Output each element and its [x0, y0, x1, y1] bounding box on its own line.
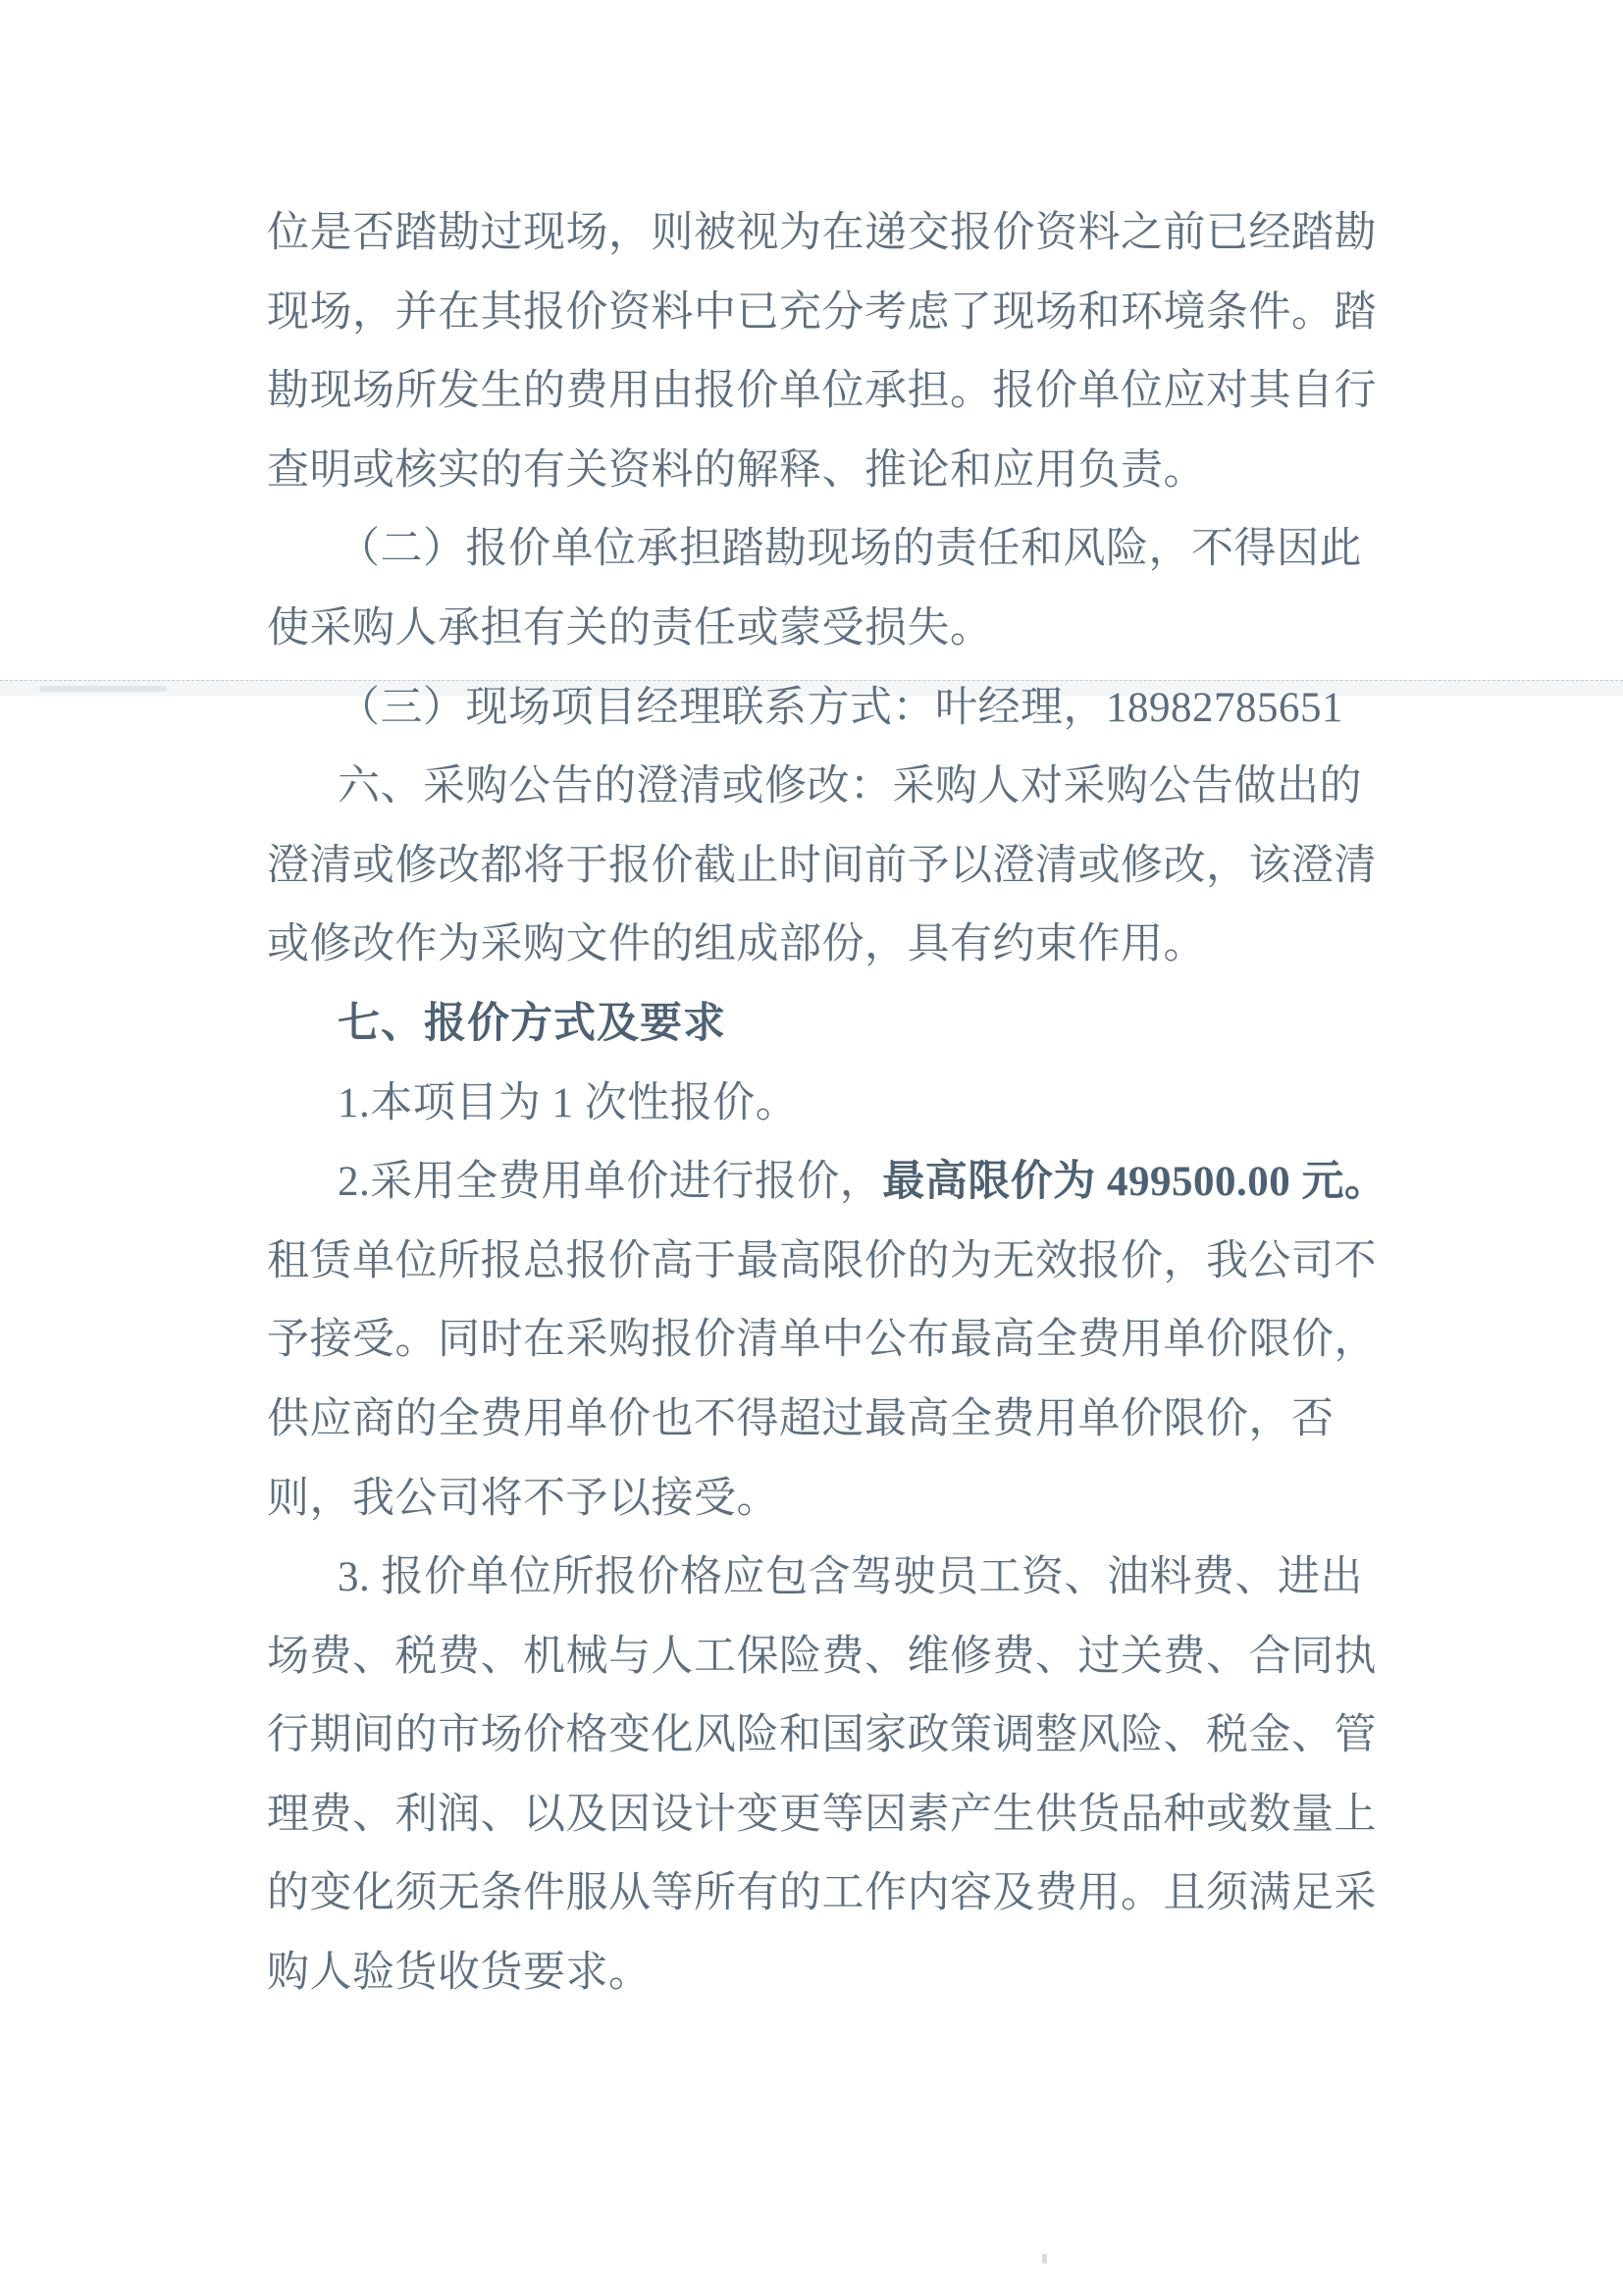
document-line [267, 352, 1425, 432]
document-line [267, 669, 1425, 749]
document-line [267, 1301, 1425, 1381]
text-run: （二）报价单位承担踏勘现场的责任和风险，不得因此 [338, 526, 1362, 573]
document-line [267, 510, 1425, 590]
document-line [267, 432, 1425, 511]
section-heading-line [267, 985, 1425, 1065]
text-run: 则，我公司将不予以接受。 [267, 1475, 779, 1522]
document-line [267, 590, 1425, 669]
text-run: 购人验货收货要求。 [267, 1950, 652, 1997]
text-run: 使采购人承担有关的责任或蒙受损失。 [267, 604, 993, 652]
document-line [267, 1539, 1425, 1618]
scan-artifact-speck [1042, 2254, 1047, 2264]
text-run: 六、采购公告的澄清或修改：采购人对采购公告做出的 [338, 763, 1362, 810]
text-run: （三）现场项目经理联系方式：叶经理，18982785651 [338, 684, 1343, 731]
text-run: 2.采用全费用单价进行报价， [338, 1159, 883, 1206]
document-line [267, 1223, 1425, 1302]
text-run: 勘现场所发生的费用由报价单位承担。报价单位应对其自行 [267, 368, 1377, 415]
document-line [267, 1065, 1425, 1144]
document-line [267, 906, 1425, 985]
document-line [267, 1854, 1425, 1934]
emphasized-text-run: 最高限价为 499500.00 元。 [882, 1159, 1387, 1206]
text-run: 位是否踏勘过现场，则被视为在递交报价资料之前已经踏勘 [267, 210, 1377, 256]
document-line [267, 194, 1425, 274]
document-line [267, 827, 1425, 907]
text-run: 查明或核实的有关资料的解释、推论和应用负责。 [267, 446, 1206, 494]
document-line [267, 1618, 1425, 1697]
text-run: 的变化须无条件服从等所有的工作内容及费用。且须满足采 [267, 1870, 1377, 1917]
text-run: 现场，并在其报价资料中已充分考虑了现场和环境条件。踏 [267, 288, 1377, 336]
text-run: 行期间的市场价格变化风险和国家政策调整风险、税金、管 [267, 1712, 1377, 1759]
document-line [267, 748, 1425, 827]
scan-artifact-smudge [39, 686, 167, 692]
document-line [267, 1460, 1425, 1539]
document-line [267, 274, 1425, 353]
document-line [267, 1696, 1425, 1776]
text-run: 澄清或修改都将于报价截止时间前予以澄清或修改，该澄清 [267, 842, 1377, 889]
text-run: 或修改作为采购文件的组成部份，具有约束作用。 [267, 921, 1206, 968]
text-run: 租赁单位所报总报价高于最高限价的为无效报价，我公司不 [267, 1237, 1377, 1284]
text-run: 1.本项目为 1 次性报价。 [338, 1079, 799, 1126]
document-line [267, 1776, 1425, 1855]
text-run: 供应商的全费用单价也不得超过最高全费用单价限价，否 [267, 1395, 1335, 1442]
text-run: 予接受。同时在采购报价清单中公布最高全费用单价限价， [267, 1317, 1377, 1364]
document-line [267, 1381, 1425, 1460]
text-run: 理费、利润、以及因设计变更等因素产生供货品种或数量上 [267, 1791, 1377, 1838]
emphasized-text-run: 七、报价方式及要求 [338, 1000, 726, 1047]
text-run: 场费、税费、机械与人工保险费、维修费、过关费、合同执 [267, 1633, 1377, 1680]
document-text [267, 194, 1425, 2013]
document-line [267, 1934, 1425, 2013]
document-line [267, 1143, 1425, 1223]
text-run: 3. 报价单位所报价格应包含驾驶员工资、油料费、进出 [338, 1554, 1363, 1601]
